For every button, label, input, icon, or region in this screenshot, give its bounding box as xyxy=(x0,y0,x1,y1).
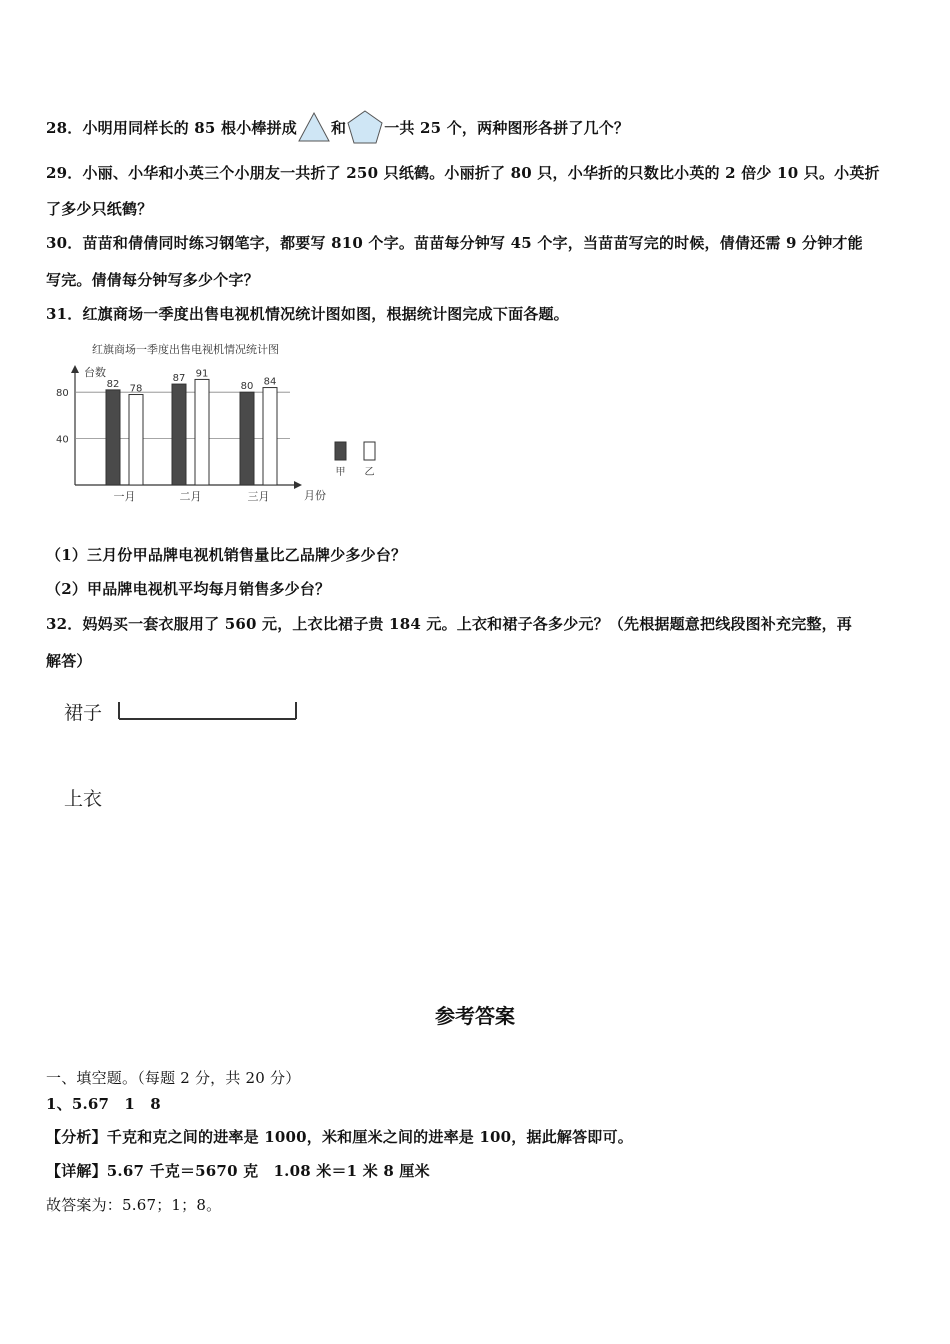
data-label: 87 xyxy=(172,373,186,385)
y-tick-label: 40 xyxy=(56,434,69,446)
question-30-line2: 写完。倩倩每分钟写多少个字？ xyxy=(46,271,259,289)
triangle-icon xyxy=(298,111,330,147)
data-label: 91 xyxy=(195,368,209,380)
question-30-line1: 30．苗苗和倩倩同时练习钢笔字，都要写 810 个字。苗苗每分钟写 45 个字，当苗苗写完的时候，倩倩还需 9 分钟才能 xyxy=(46,234,863,252)
question-31-sub1: （1）三月份甲品牌电视机销售量比乙品牌少多少台？ xyxy=(46,546,407,564)
question-31-sub2: （2）甲品牌电视机平均每月销售多少台？ xyxy=(46,580,331,598)
question-31: 31．红旗商场一季度出售电视机情况统计图如图，根据统计图完成下面各题。 xyxy=(46,305,569,323)
label-skirt: 裙子 xyxy=(64,702,103,724)
answer-1-detail: 【详解】5.67 千克＝5670 克 1.08 米＝1 米 8 厘米 xyxy=(46,1162,430,1180)
legend-label: 甲 xyxy=(335,467,346,478)
q28-text-2: 一共 25 个，两种图形各拼了几个？ xyxy=(384,119,630,137)
answer-1: 1、5.67 1 8 xyxy=(46,1095,161,1113)
question-32-line1: 32．妈妈买一套衣服用了 560 元，上衣比裙子贵 184 元。上衣和裙子各多少元？（先根据题意把线段图补充完整，再 xyxy=(46,615,852,633)
bar-甲-三月 xyxy=(240,392,254,485)
tv-sales-chart xyxy=(50,335,390,510)
legend-swatch xyxy=(335,442,346,460)
question-32-line2: 解答） xyxy=(46,652,92,670)
data-label: 78 xyxy=(129,383,143,395)
question-28 xyxy=(46,110,629,148)
x-tick-label: 一月 xyxy=(113,490,136,503)
bar-甲-二月 xyxy=(172,384,186,485)
y-axis-arrow xyxy=(71,365,79,373)
data-label: 84 xyxy=(263,376,277,388)
pentagon-icon xyxy=(347,110,383,148)
bar-乙-一月 xyxy=(129,395,143,485)
x-axis-arrow xyxy=(294,481,302,489)
y-tick-label: 80 xyxy=(56,388,69,400)
x-axis-label: 月份 xyxy=(304,489,326,502)
question-29-line1: 29．小丽、小华和小英三个小朋友一共折了 250 只纸鹤。小丽折了 80 只，小华折的只数比小英的 2 倍少 10 只。小英折 xyxy=(46,164,880,182)
q28-text-1: 28．小明用同样长的 85 根小棒拼成 xyxy=(46,119,297,137)
label-top: 上衣 xyxy=(64,788,103,810)
q28-text-mid: 和 xyxy=(331,119,347,137)
legend-label: 乙 xyxy=(364,467,375,478)
question-29-line2: 了多少只纸鹤？ xyxy=(46,200,153,218)
bar-乙-三月 xyxy=(263,388,277,485)
bar-乙-二月 xyxy=(195,379,209,485)
chart-title: 红旗商场一季度出售电视机情况统计图 xyxy=(92,343,279,356)
skirt-segment xyxy=(116,700,302,724)
data-label: 80 xyxy=(240,381,254,393)
answer-1-final: 故答案为：5.67；1；8。 xyxy=(46,1196,222,1214)
y-axis-label: 台数 xyxy=(84,366,106,379)
answers-section: 一、填空题。（每题 2 分，共 20 分） xyxy=(46,1069,301,1087)
answer-1-analysis: 【分析】千克和克之间的进率是 1000，米和厘米之间的进率是 100，据此解答即可。 xyxy=(46,1128,633,1146)
x-tick-label: 三月 xyxy=(247,490,270,503)
data-label: 82 xyxy=(106,378,120,390)
bar-甲-一月 xyxy=(106,390,120,485)
answers-title: 参考答案 xyxy=(435,1004,515,1028)
x-tick-label: 二月 xyxy=(179,490,202,503)
legend-swatch xyxy=(364,442,375,460)
